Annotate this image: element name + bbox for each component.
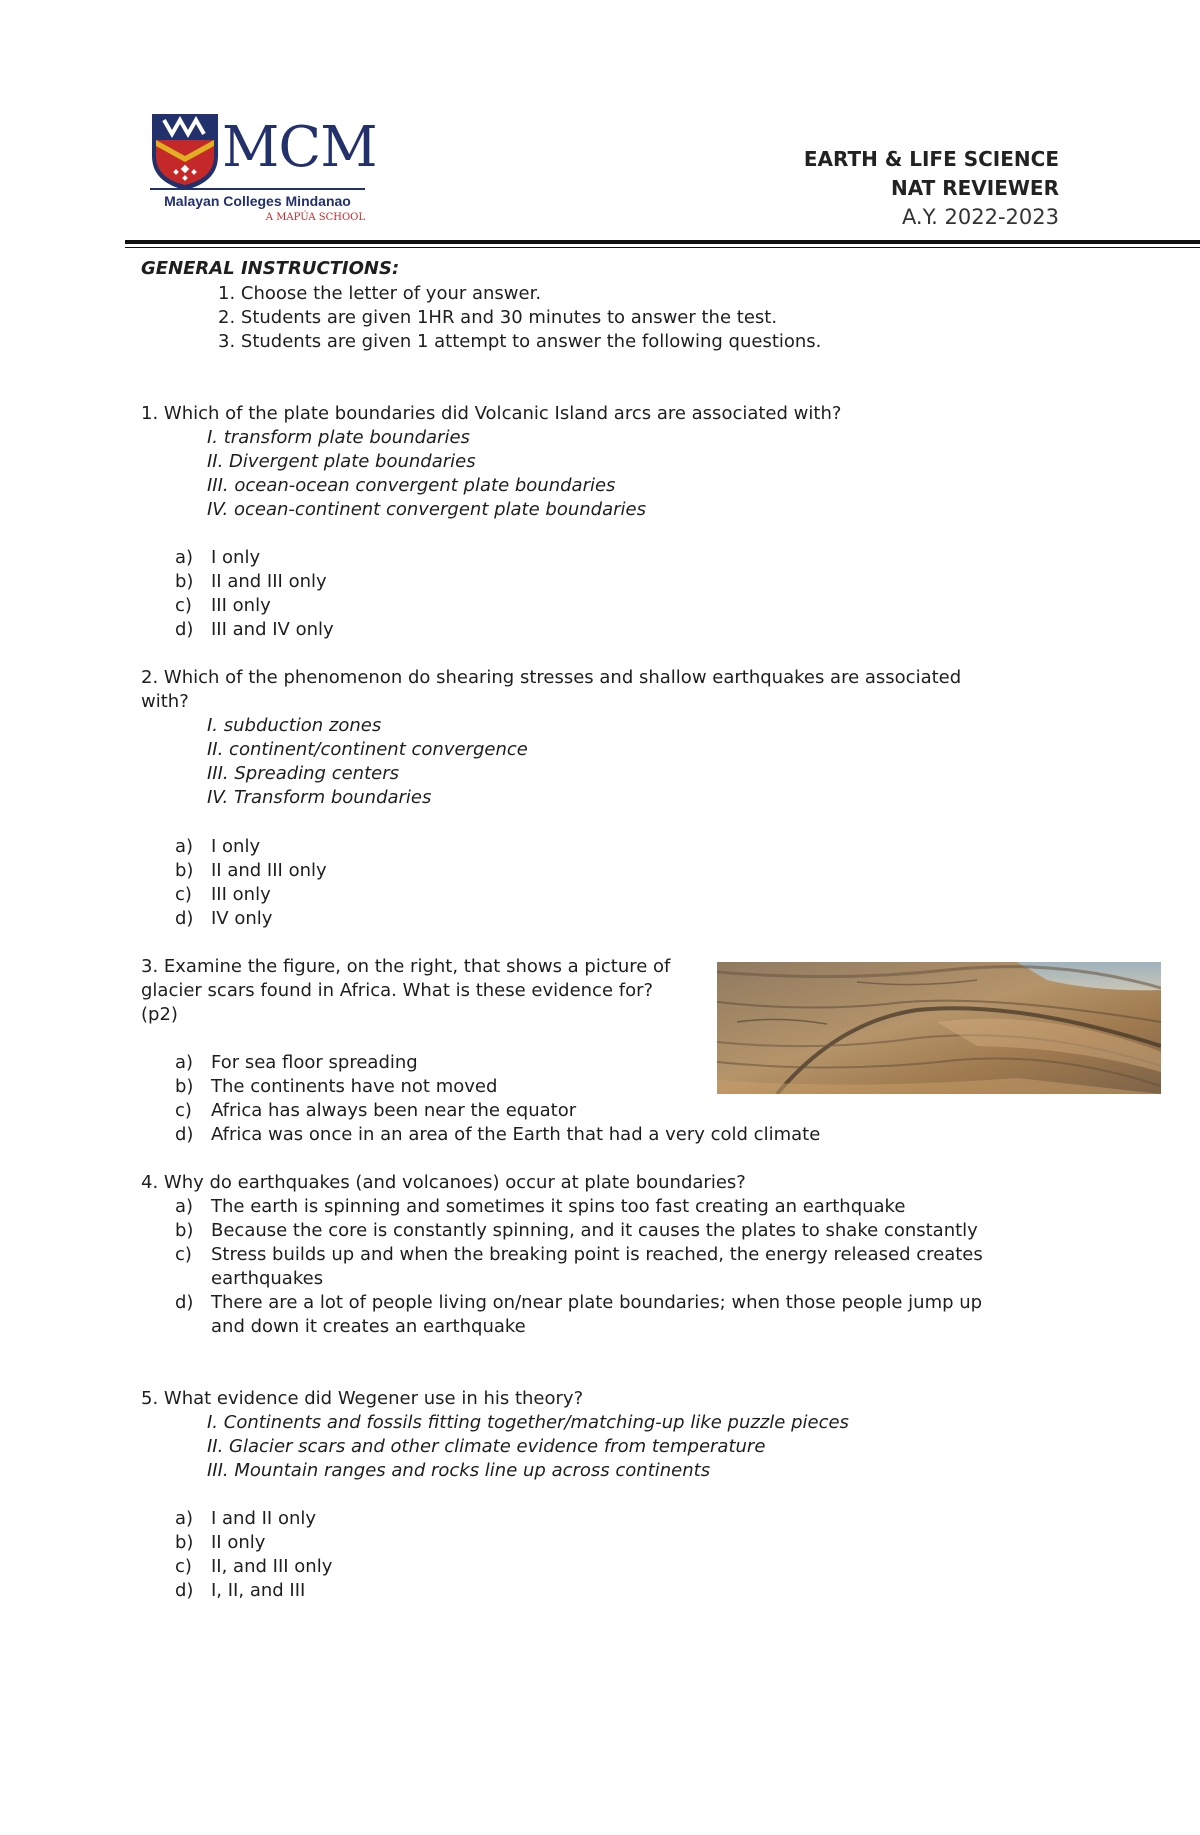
choice-text-continued: and down it creates an earthquake <box>211 1316 526 1337</box>
instructions-title: GENERAL INSTRUCTIONS: <box>141 258 400 279</box>
choice-text: I only <box>211 547 261 568</box>
question-stem: 4. Why do earthquakes (and volcanoes) occur at plate boundaries? <box>141 1172 746 1193</box>
choice-letter: c) <box>175 1556 192 1577</box>
choice-letter: d) <box>175 1124 194 1145</box>
choice-text: For sea floor spreading <box>211 1052 418 1073</box>
question-option: IV. ocean-continent convergent plate boundaries <box>207 499 646 520</box>
choice-letter: d) <box>175 619 194 640</box>
choice-text: II and III only <box>211 571 327 592</box>
instruction-item: 1. Choose the letter of your answer. <box>218 283 542 304</box>
choice-letter: d) <box>175 1580 194 1601</box>
choice-text: IV only <box>211 908 273 929</box>
logo-abbreviation: MCM <box>222 115 377 180</box>
question-option: III. Mountain ranges and rocks line up across continents <box>207 1460 711 1481</box>
choice-text: II and III only <box>211 860 327 881</box>
question-option: III. ocean-ocean convergent plate boundaries <box>207 475 616 496</box>
choice-letter: c) <box>175 884 192 905</box>
choice-letter: b) <box>175 571 194 592</box>
instruction-item: 3. Students are given 1 attempt to answer the following questions. <box>218 331 822 352</box>
choice-letter: a) <box>175 1052 194 1073</box>
choice-text: III only <box>211 884 271 905</box>
choice-letter: d) <box>175 908 194 929</box>
choice-text: III only <box>211 595 271 616</box>
choice-text: The continents have not moved <box>211 1076 498 1097</box>
choice-text: Africa was once in an area of the Earth that had a very cold climate <box>211 1124 821 1145</box>
question-option: I. subduction zones <box>207 715 382 736</box>
choice-letter: a) <box>175 1196 194 1217</box>
choice-text: There are a lot of people living on/near plate boundaries; when those people jump up <box>211 1292 983 1313</box>
choice-text: Africa has always been near the equator <box>211 1100 577 1121</box>
choice-text: II, and III only <box>211 1556 333 1577</box>
reviewer-title: NAT REVIEWER <box>890 176 1059 200</box>
choice-letter: b) <box>175 1076 194 1097</box>
question-option: IV. Transform boundaries <box>207 787 432 808</box>
choice-letter: d) <box>175 1292 194 1313</box>
choice-text: Stress builds up and when the breaking point is reached, the energy released creates <box>211 1244 983 1265</box>
header-divider-thin <box>125 247 1200 248</box>
question-stem: 3. Examine the figure, on the right, that shows a picture of <box>141 956 671 977</box>
school-logo <box>150 112 390 224</box>
choice-text: I and II only <box>211 1508 317 1529</box>
choice-letter: a) <box>175 547 194 568</box>
question-option: II. continent/continent convergence <box>207 739 528 760</box>
question-stem: 5. What evidence did Wegener use in his theory? <box>141 1388 584 1409</box>
choice-text: I only <box>211 836 261 857</box>
choice-text-continued: earthquakes <box>211 1268 324 1289</box>
subject-title: EARTH & LIFE SCIENCE <box>803 147 1059 171</box>
question-option: I. Continents and fossils fitting together/matching-up like puzzle pieces <box>207 1412 849 1433</box>
choice-letter: a) <box>175 1508 194 1529</box>
choice-letter: c) <box>175 1244 192 1265</box>
question-stem-continued: glacier scars found in Africa. What is these evidence for? <box>141 980 654 1001</box>
choice-letter: a) <box>175 836 194 857</box>
choice-text: III and IV only <box>211 619 334 640</box>
instruction-item: 2. Students are given 1HR and 30 minutes to answer the test. <box>218 307 778 328</box>
choice-text: The earth is spinning and sometimes it spins too fast creating an earthquake <box>211 1196 906 1217</box>
header-divider <box>125 240 1200 244</box>
document-header <box>804 145 1059 232</box>
choice-letter: b) <box>175 1220 194 1241</box>
logo-school-name: Malayan Colleges Mindanao <box>150 188 365 209</box>
question-stem-continued: (p2) <box>141 1004 178 1025</box>
question-option: III. Spreading centers <box>207 763 399 784</box>
choice-letter: b) <box>175 1532 194 1553</box>
choice-text: Because the core is constantly spinning, and it causes the plates to shake constantly <box>211 1220 978 1241</box>
choice-text: II only <box>211 1532 266 1553</box>
question-option: II. Divergent plate boundaries <box>207 451 476 472</box>
choice-letter: c) <box>175 1100 192 1121</box>
choice-text: I, II, and III <box>211 1580 306 1601</box>
academic-year: A.Y. 2022-2023 <box>901 205 1059 229</box>
question-stem: 1. Which of the plate boundaries did Volcanic Island arcs are associated with? <box>141 403 842 424</box>
question-stem-continued: with? <box>141 691 189 712</box>
question-option: II. Glacier scars and other climate evidence from temperature <box>207 1436 766 1457</box>
question-option: I. transform plate boundaries <box>207 427 470 448</box>
shield-crest-icon <box>150 112 220 192</box>
choice-letter: c) <box>175 595 192 616</box>
glacier-scars-photo <box>717 962 1161 1094</box>
choice-letter: b) <box>175 860 194 881</box>
logo-tagline: A MAPÚA SCHOOL <box>265 212 365 223</box>
question-stem: 2. Which of the phenomenon do shearing stresses and shallow earthquakes are associated <box>141 667 962 688</box>
